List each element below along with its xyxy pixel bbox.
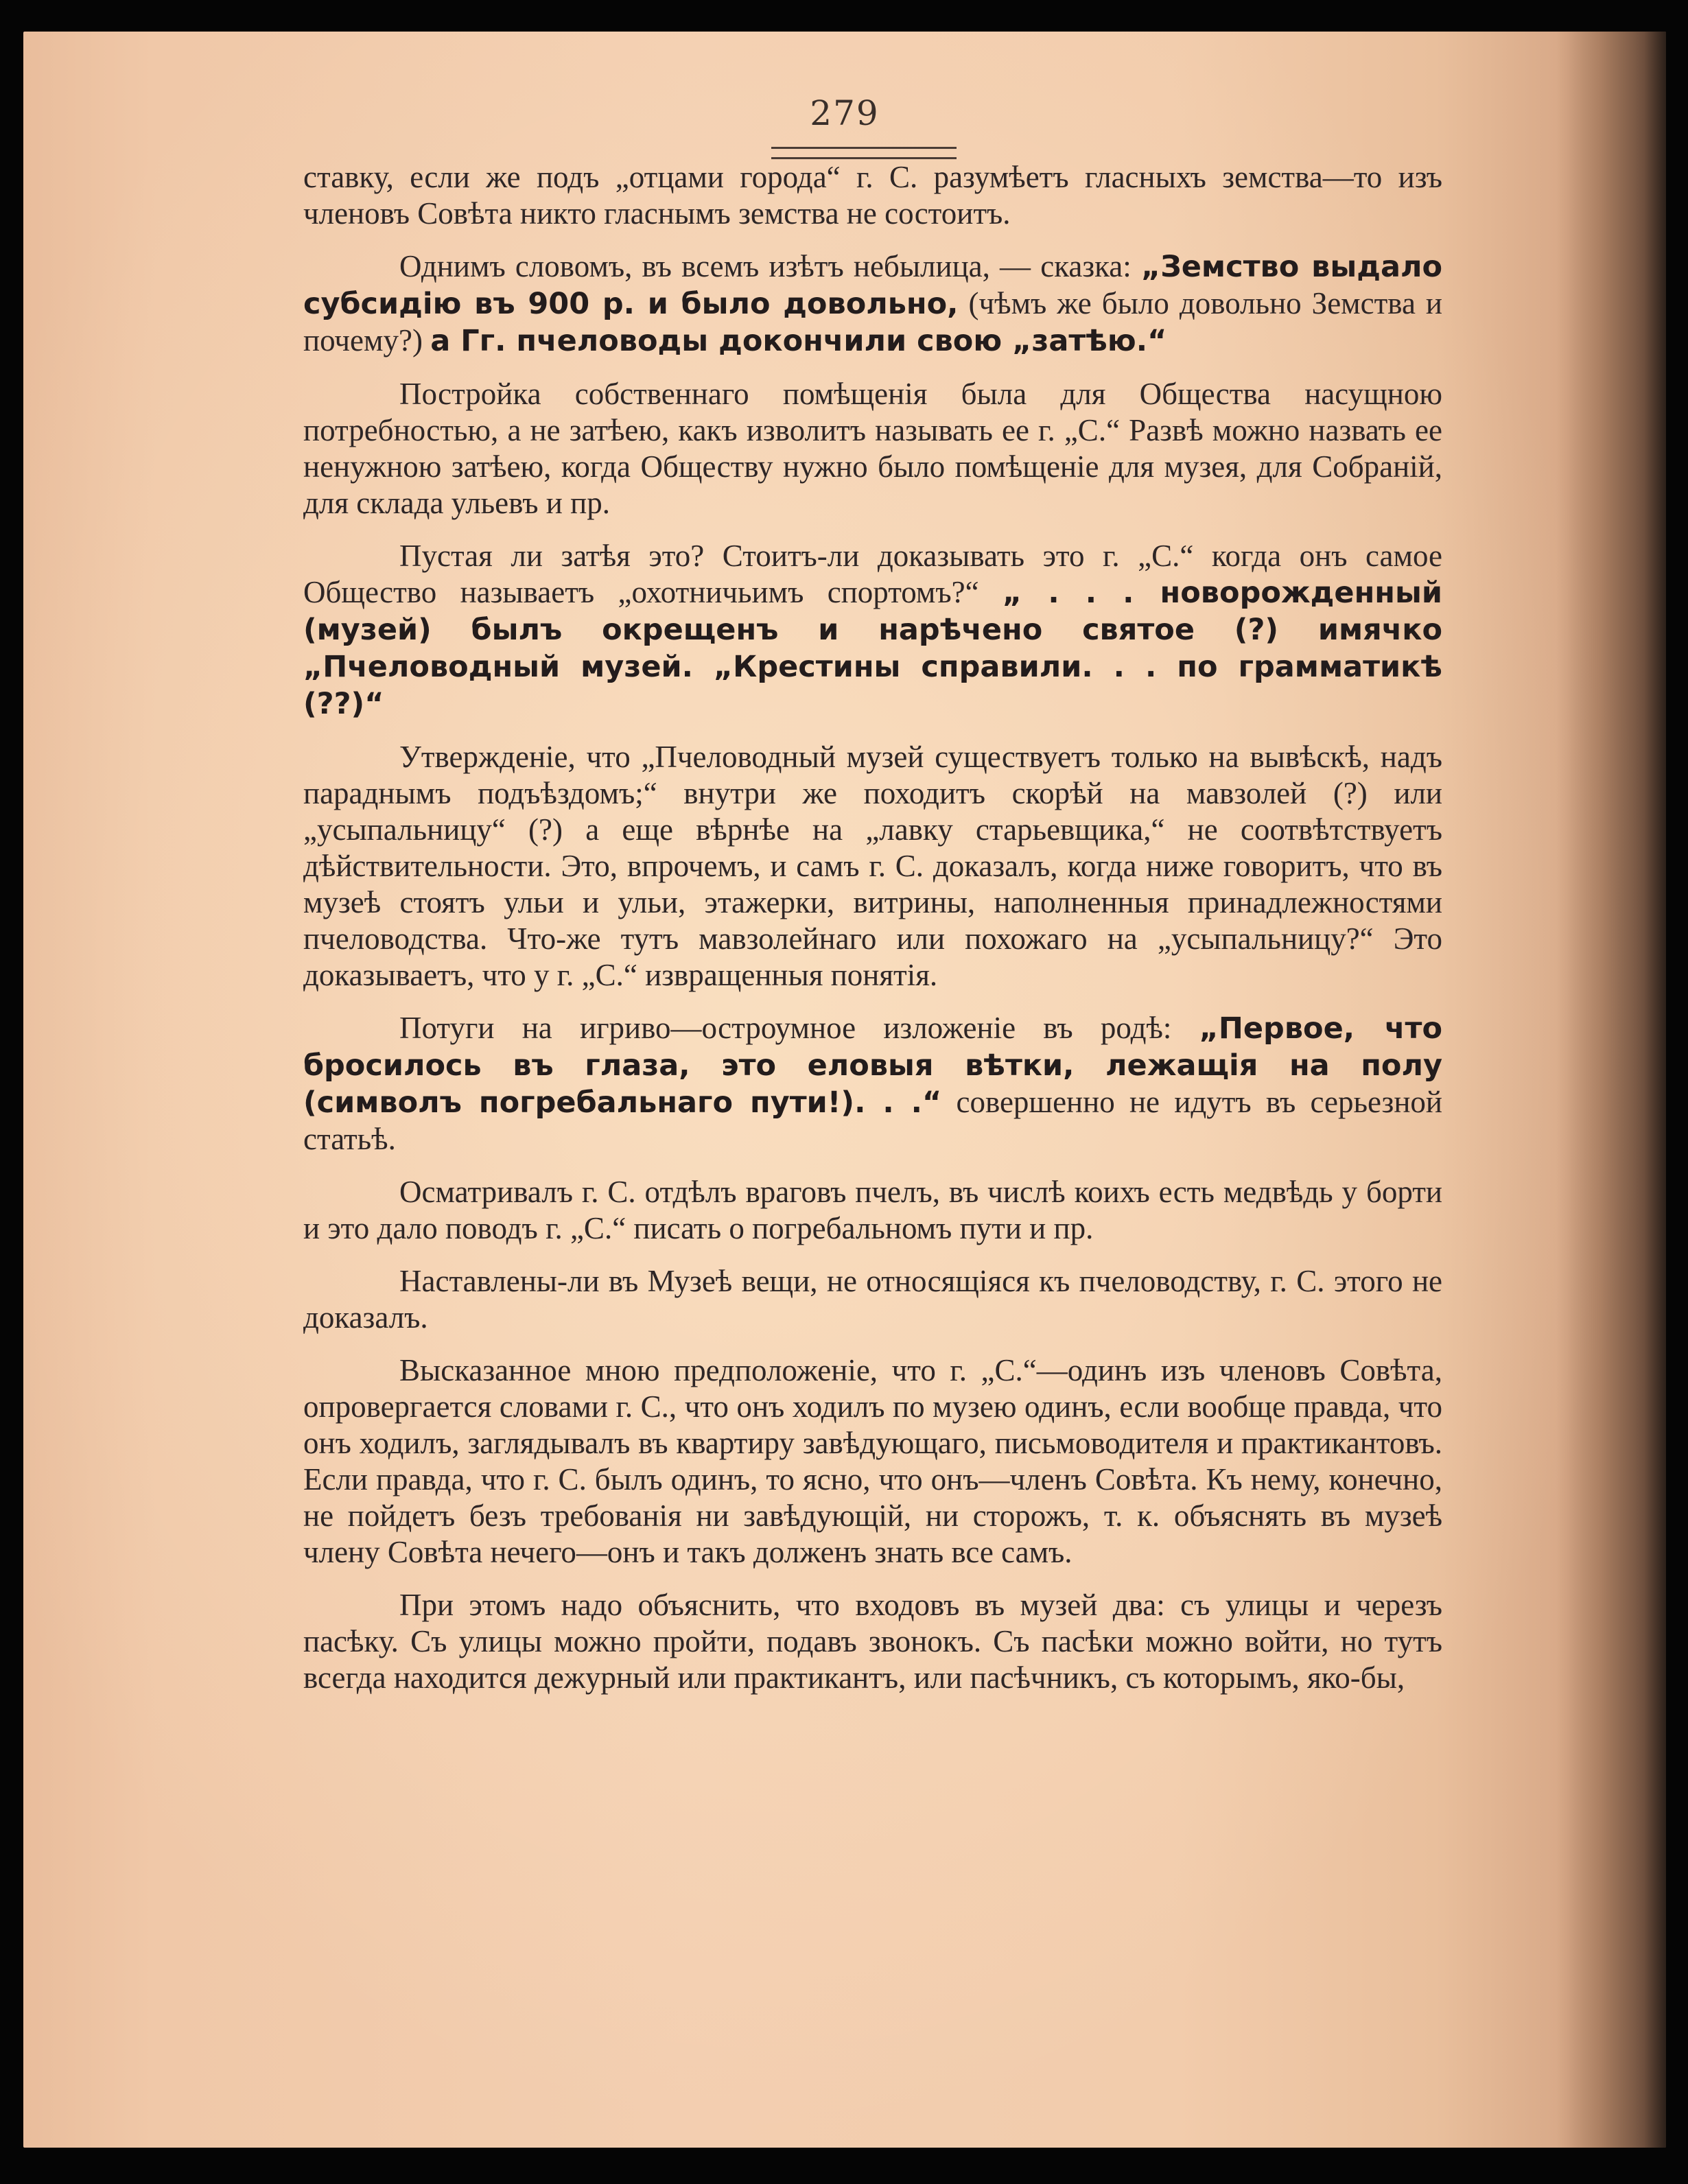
page-header	[23, 93, 1666, 133]
paragraph-6-quote: „Первое, что бросилось въ глаза, это еловыя вѣтки, лежащія на полу (символъ погребальнаго пути!). . .“	[303, 1011, 1442, 1120]
paragraph-5-text: Утвержденіе, что „Пчеловодный музей существуетъ только на вывѣскѣ, надъ параднымъ подъѣздомъ;“ внутри же походитъ скорѣй на мавзолей (?) или „усыпальницу“ (?) а еще вѣрнѣе на „лавку старьевщика,“ не соотвѣтствуетъ дѣйствительности. Это, впрочемъ, и самъ г. С. доказалъ, когда ниже говоритъ, что въ музеѣ стоятъ ульи и ульи, этажерки, витрины, наполненныя принадлежностями пчеловодства. Что-же тутъ мавзолейнаго или похожаго на „усыпальницу?“ Это доказываетъ, что у г. „С.“ извращенныя понятія.	[303, 740, 1442, 992]
paragraph-9-text: Высказанное мною предположеніе, что г. „С.“—одинъ изъ членовъ Совѣта, опровергается словами г. С., что онъ ходилъ по музею одинъ, если вообще правда, что онъ ходилъ, заглядывалъ въ квартиру завѣдующаго, письмоводителя и практикантовъ. Если правда, что г. С. былъ одинъ, то ясно, что онъ—членъ Совѣта. Къ нему, конечно, не пойдетъ безъ требованія ни завѣдующій, ни сторожъ, т. к. объяснять въ музеѣ члену Совѣта нечего—онъ и такъ долженъ знать все самъ.	[303, 1353, 1442, 1569]
paragraph-4-text: Пустая ли затѣя это? Стоитъ-ли доказывать это г. „С.“ когда онъ самое Общество называетъ „охотничьимъ спортомъ?“	[303, 539, 1442, 609]
paragraph-6-text-b: совершенно не идутъ въ серьезной статьѣ.	[303, 1085, 1442, 1156]
paragraph-2-quote-b: а Гг. пчеловоды докончили свою „затѣю.“	[430, 324, 1167, 358]
page-gutter-shadow	[1556, 32, 1666, 2148]
paragraph-1-text: ставку, если же подъ „отцами города“ г. С. разумѣетъ гласныхъ земства—то изъ членовъ Совѣта никто гласнымъ земства не состоитъ.	[303, 160, 1442, 231]
paragraph-10	[303, 1587, 1442, 1696]
paragraph-2-text-a: Однимъ словомъ, въ всемъ изѣтъ небылица, — сказка:	[399, 249, 1141, 283]
paragraph-8	[303, 1263, 1442, 1336]
paragraph-6-text-a: Потуги на игриво—остроумное изложеніе въ родѣ:	[399, 1011, 1199, 1045]
paragraph-2-text-b: (чѣмъ же было довольно Земства и почему?)	[303, 286, 1442, 357]
paragraph-4-quote: „ . . . новорожденный (музей) былъ окрещенъ и нарѣчено святое (?) имячко „Пчеловодный музей. „Крестины справили. . . по грамматикѣ (??)“	[303, 576, 1442, 721]
paragraph-3-text: Постройка собственнаго помѣщенія была для Общества насущною потребностью, а не затѣею, какъ изволитъ называть ее г. „С.“ Развѣ можно назвать ее ненужною затѣею, когда Обществу нужно было помѣщеніе для музея, для Собраній, для склада ульевъ и пр.	[303, 377, 1442, 520]
paragraph-2	[303, 248, 1442, 360]
paragraph-3	[303, 376, 1442, 521]
paragraph-7	[303, 1174, 1442, 1247]
paragraph-10-text: При этомъ надо объяснить, что входовъ въ музей два: съ улицы и черезъ пасѣку. Съ улицы можно пройти, подавъ звонокъ. Съ пасѣки можно войти, но тутъ всегда находится дежурный или практикантъ, или пасѣчникъ, съ которымъ, яко-бы,	[303, 1588, 1442, 1695]
page-number: 279	[810, 93, 880, 133]
header-double-rule	[771, 147, 957, 159]
paragraph-2-quote-a: „Земство выдало субсидію въ 900 р. и было довольно,	[303, 250, 1442, 321]
body-text	[303, 159, 1442, 1713]
paragraph-4	[303, 538, 1442, 723]
paragraph-7-text: Осматривалъ г. С. отдѣлъ враговъ пчелъ, въ числѣ коихъ есть медвѣдь у борти и это дало поводъ г. „С.“ писать о погребальномъ пути и пр.	[303, 1175, 1442, 1245]
book-page	[23, 32, 1666, 2148]
paragraph-1	[303, 159, 1442, 232]
paragraph-8-text: Наставлены-ли въ Музеѣ вещи, не относящіяся къ пчеловодству, г. С. этого не доказалъ.	[303, 1264, 1442, 1335]
paragraph-9	[303, 1352, 1442, 1571]
paragraph-6	[303, 1010, 1442, 1158]
paragraph-5	[303, 739, 1442, 994]
